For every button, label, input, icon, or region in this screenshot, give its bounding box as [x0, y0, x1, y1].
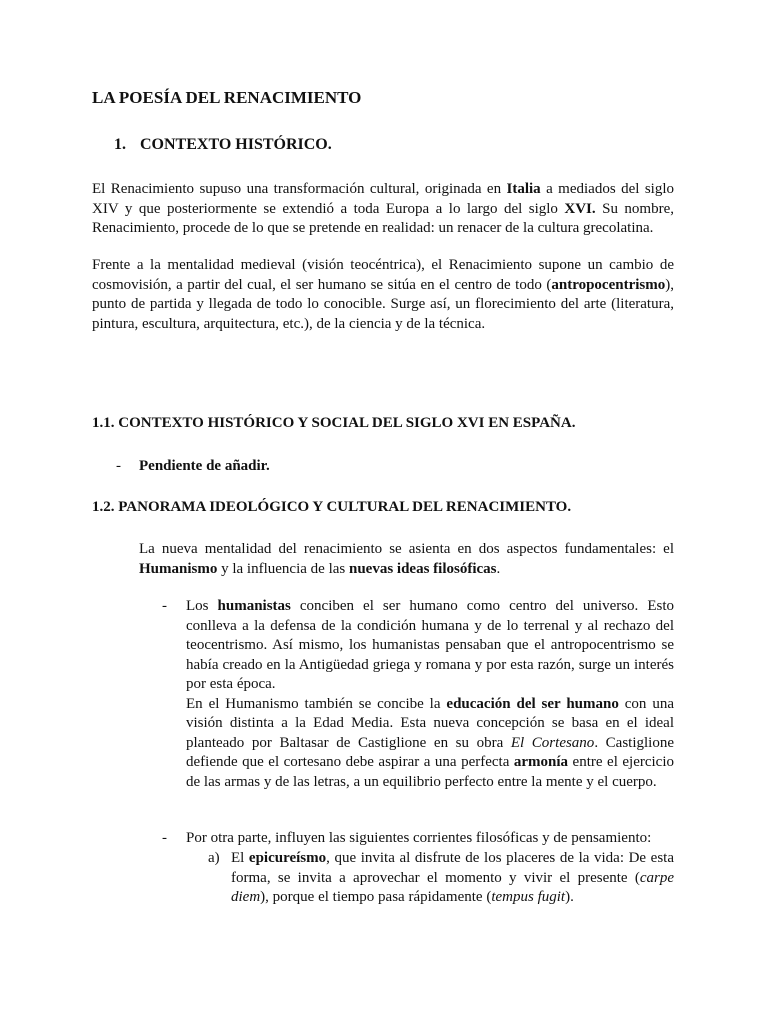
italic-text: carpe diem: [231, 869, 674, 905]
bold-text: educación del ser humano: [446, 695, 619, 712]
text-run: ).: [565, 889, 574, 905]
paragraph-intro-1-2: [139, 540, 674, 579]
alpha-marker: a): [208, 850, 220, 866]
text-run: En el Humanismo también se concibe la: [186, 695, 447, 712]
text-run: Los: [186, 598, 218, 614]
text-run: y la influencia de las: [217, 560, 349, 577]
text-run: entre el ejercicio de las armas y de las letras, a un equilibrio perfecto entre la mente y el cuerpo.: [186, 754, 674, 790]
italic-text: tempus fugit: [491, 889, 566, 905]
text-run: Su nombre, Renacimiento, procede de lo que se pretende en realidad: un renacer de la cultura grecolatina.: [92, 200, 674, 236]
bold-text: XVI.: [564, 200, 596, 217]
text-run: El Renacimiento supuso una transformación cultural, originada en: [92, 181, 507, 197]
paragraph-mentalidad: [92, 256, 674, 334]
text-run: con una visión distinta a la Edad Media. Esta nueva concepción se basa en el ideal planteado por Baltasar de Castiglione en su obra: [186, 695, 674, 751]
dash-marker: -: [162, 598, 167, 614]
text-run: conciben el ser humano como centro del universo. Esto conlleva a la defensa de la condición humana y de lo terrenal y al rechazo del teocentrismo. Así mismo, los humanistas pensaban que el antropocentrismo se había creado en la Antigüedad griega y romana y por esta razón, surge un interés por esta época.: [186, 598, 674, 692]
bullet-text-humanistas: [186, 597, 674, 695]
text-run: ), punto de partida y llegada de todo lo conocible. Surge así, un florecimiento del arte (literatura, pintura, escultura, arquitectura, etc.), de la ciencia y de la técnica.: [92, 276, 674, 332]
section-number: 1.: [114, 136, 126, 153]
text-run: .: [496, 560, 501, 577]
text-run: . Castiglione defiende que el cortesano debe aspirar a una perfecta: [186, 734, 674, 770]
text-run: ), porque el tiempo pasa rápidamente (: [260, 889, 492, 905]
text-run: , que invita al disfrute de los placeres de la vida: De esta forma, se invita a aprovechar el momento y vivir el presente (: [231, 850, 674, 886]
bold-text: epicureísmo: [248, 850, 327, 866]
bold-text: Humanismo: [139, 560, 218, 577]
alpha-text-epicureismo: [231, 849, 674, 908]
italic-text: El Cortesano: [510, 734, 595, 751]
document-title: LA POESÍA DEL RENACIMIENTO: [92, 88, 362, 107]
bold-text: antropocentrismo: [551, 276, 666, 293]
list-item-pendiente: [116, 457, 270, 477]
dash-marker: -: [116, 458, 121, 474]
text-run: Frente a la mentalidad medieval (visión teocéntrica), el Renacimiento supone un cambio de cosmovisión, a partir del cual, el ser humano se sitúa en el centro de todo (: [92, 257, 674, 293]
bullet-corrientes: [162, 829, 674, 849]
section-heading-contexto: [114, 135, 332, 155]
dash-marker: -: [162, 830, 167, 846]
text-run: La nueva mentalidad del renacimiento se asienta en dos aspectos fundamentales: el: [139, 541, 674, 557]
text-run: El: [231, 850, 249, 866]
bold-text: humanistas: [217, 598, 291, 614]
bold-text: armonía: [513, 754, 569, 770]
text-run: a mediados del siglo XIV y que posteriormente se extendió a toda Europa a lo largo del siglo: [92, 181, 674, 217]
bullet-humanistas: [162, 597, 674, 792]
bold-text: nuevas ideas filosóficas: [348, 560, 497, 577]
section-heading-1-2: 1.2. PANORAMA IDEOLÓGICO Y CULTURAL DEL RENACIMIENTO.: [92, 499, 572, 515]
list-item-text: Pendiente de añadir.: [139, 458, 270, 474]
bullet-text-corrientes: Por otra parte, influyen las siguientes corrientes filosóficas y de pensamiento:: [186, 830, 652, 846]
bold-text: Italia: [506, 181, 541, 197]
list-item-epicureismo: [208, 849, 674, 908]
section-title: CONTEXTO HISTÓRICO.: [140, 136, 332, 153]
paragraph-renacimiento: [92, 180, 674, 239]
bullet-text-educacion: [186, 695, 674, 793]
section-heading-1-1: 1.1. CONTEXTO HISTÓRICO Y SOCIAL DEL SIGLO XVI EN ESPAÑA.: [92, 415, 576, 431]
